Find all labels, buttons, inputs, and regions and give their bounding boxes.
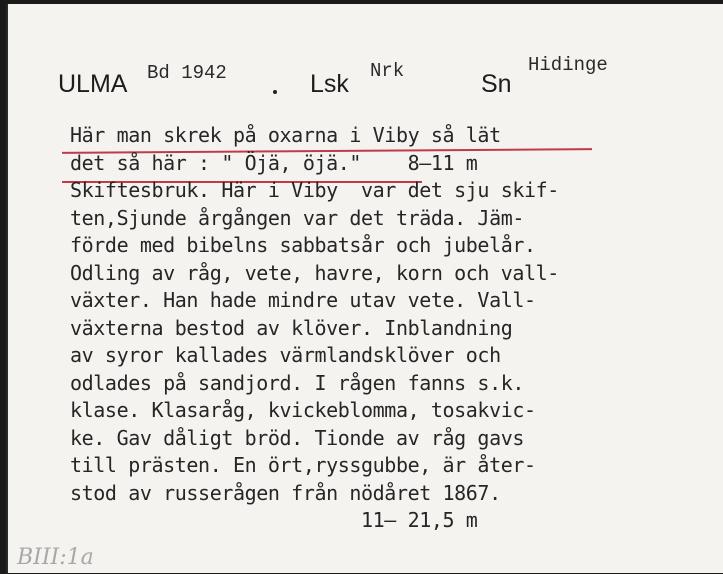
sn-label: Sn xyxy=(481,70,512,98)
text-line: växterna bestod av klöver. Inblandning xyxy=(70,315,513,340)
lsk-value: Nrk xyxy=(370,60,405,82)
archive-reference: BIII:1a xyxy=(17,545,94,570)
text-line: stod av russerågen från nödåret 1867. xyxy=(70,480,501,505)
text-line: ke. Gav dåligt bröd. Tionde av råg gavs xyxy=(70,425,524,450)
index-card xyxy=(6,4,723,573)
volume-year: Bd 1942 xyxy=(147,62,227,84)
text-line: förde med bibelns sabbatsår och jubelår. xyxy=(70,233,536,257)
text-line: av syror kallades värmlandsklöver och xyxy=(70,343,501,367)
text-line: växter. Han hade mindre utav vete. Vall- xyxy=(70,288,536,312)
separator-dot xyxy=(273,90,277,94)
text-line: Odling av råg, vete, havre, korn och vall- xyxy=(70,260,559,285)
archive-name: ULMA xyxy=(58,70,128,98)
text-line: det så här : " Öjä, öjä." 8–11 m xyxy=(70,150,478,175)
text-line: ten,Sjunde årgången var det träda. Jäm- xyxy=(70,205,524,230)
card-text xyxy=(70,122,559,535)
text-line: 11– 21,5 m xyxy=(70,508,478,532)
text-line: till prästen. En ört,ryssgubbe, är åter- xyxy=(70,453,536,477)
text-line: odlades på sandjord. I rågen fanns s.k. xyxy=(70,370,524,395)
sn-value: Hidinge xyxy=(528,54,608,76)
text-line: Skiftesbruk. Här i Viby var det sju skif- xyxy=(70,178,559,202)
text-line: Här man skrek på oxarna i Viby så lät xyxy=(70,123,501,147)
text-line: klase. Klasaråg, kvickeblomma, tosakvic- xyxy=(70,398,536,422)
lsk-label: Lsk xyxy=(310,70,349,98)
